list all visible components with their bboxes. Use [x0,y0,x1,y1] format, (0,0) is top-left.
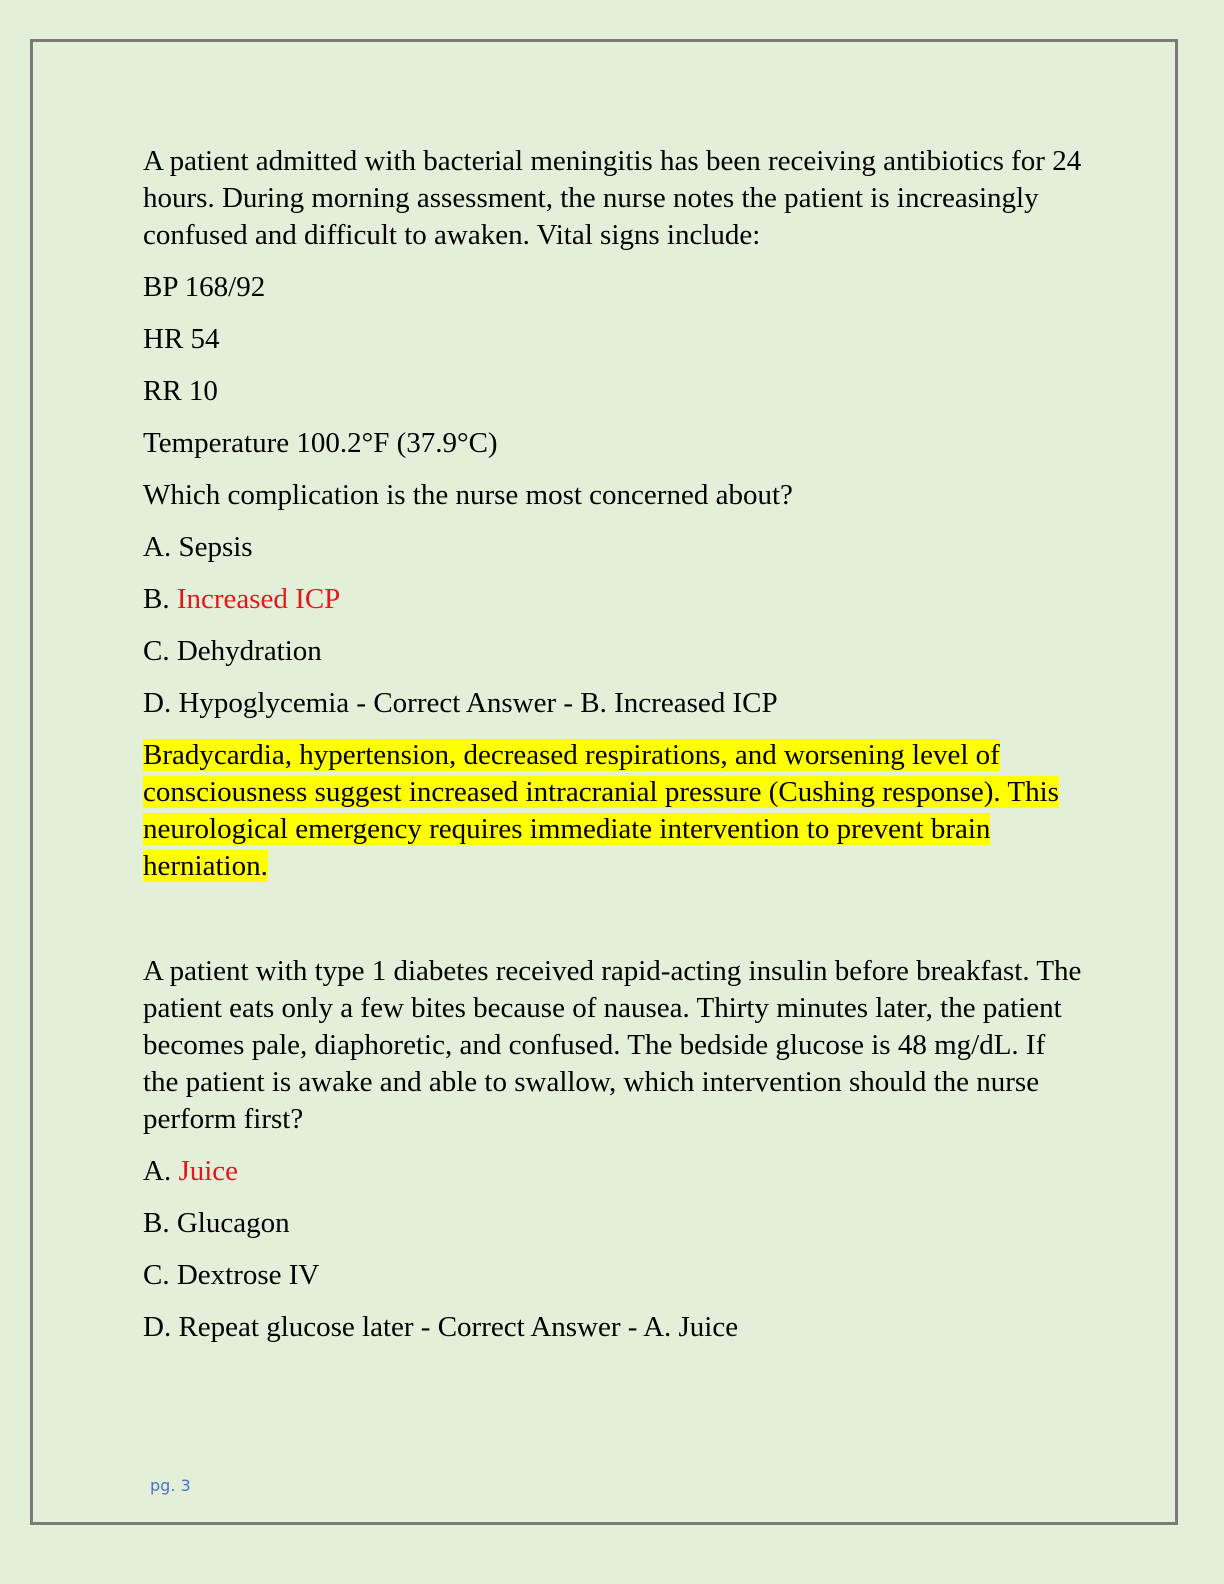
q1-explanation [143,737,1083,885]
q2-option-a-prefix: A. [143,1155,179,1187]
vital-rr: RR 10 [143,375,218,407]
q1-option-b [143,581,1083,618]
q1-option-d: D. Hypoglycemia - Correct Answer - B. Increased ICP [143,687,778,719]
question-1-stem: A patient admitted with bacterial meningitis has been receiving antibiotics for 24 hours. During morning assessment, the nurse notes the patient is increasingly confused and difficult to awaken. Vital signs include: [143,145,1082,251]
q1-option-b-answer: Increased ICP [176,583,341,615]
page-number: pg. 3 [150,1476,191,1495]
q1-option-b-prefix: B. [143,583,177,615]
vital-hr: HR 54 [143,323,220,355]
q1-option-c: C. Dehydration [143,635,322,667]
vital-bp: BP 168/92 [143,271,266,303]
q2-option-d: D. Repeat glucose later - Correct Answer - A. Juice [143,1311,739,1343]
q2-option-b: B. Glucagon [143,1207,290,1239]
document-body [143,143,1083,1346]
question-2 [143,953,1083,1346]
q2-option-c: C. Dextrose IV [143,1259,320,1291]
question-2-stem: A patient with type 1 diabetes received rapid-acting insulin before breakfast. The patient eats only a few bites because of nausea. Thirty minutes later, the patient becomes pale, diaphoretic, and confused. The bedside glucose is 48 mg/dL. If the patient is awake and able to swallow, which intervention should the nurse perform first? [143,955,1082,1135]
q1-explanation-text: Bradycardia, hypertension, decreased respirations, and worsening level of consciousness suggest increased intracranial pressure (Cushing response). This neurological emergency requires immediate intervention to prevent brain herniation. [143,739,1059,882]
question-1 [143,143,1083,885]
q2-option-a [143,1153,1083,1190]
q1-option-a: A. Sepsis [143,531,253,563]
q2-option-a-answer: Juice [178,1155,239,1187]
question-1-prompt: Which complication is the nurse most concerned about? [143,479,793,511]
vital-temperature: Temperature 100.2°F (37.9°C) [143,427,498,459]
